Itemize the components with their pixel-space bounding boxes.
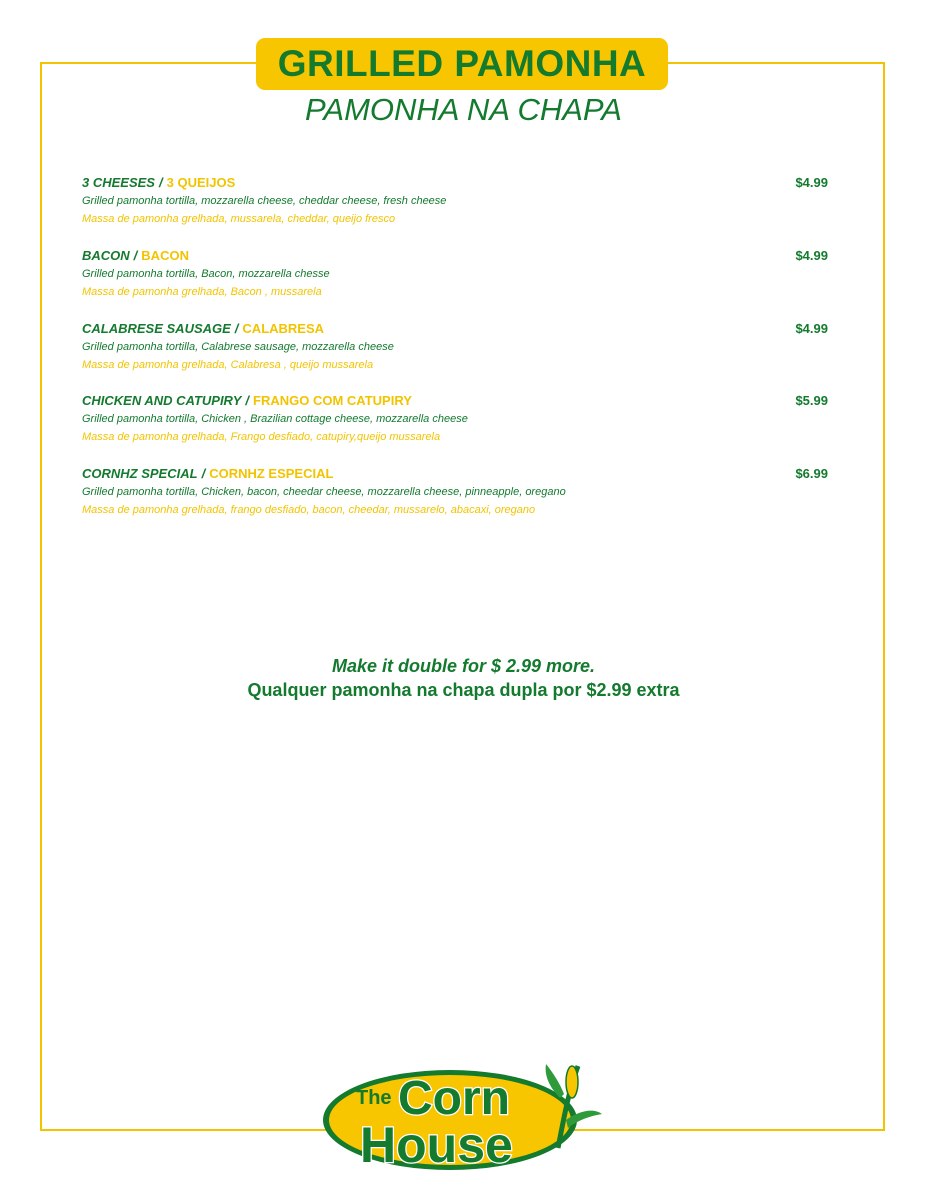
item-separator: / <box>234 321 239 336</box>
item-heading <box>82 247 832 265</box>
item-description-pt: Massa de pamonha grelhada, Frango desfiado, catupiry,queijo mussarela <box>82 431 441 443</box>
item-heading <box>82 320 832 338</box>
item-heading <box>82 174 832 192</box>
menu-item <box>82 392 832 446</box>
item-name-en: CHICKEN AND CATUPIRY <box>82 393 242 408</box>
item-separator: / <box>201 466 206 481</box>
item-price: $4.99 <box>795 321 828 336</box>
menu-item <box>82 247 832 301</box>
menu-item <box>82 465 832 519</box>
item-price: $6.99 <box>795 466 828 481</box>
page-subtitle-text: PAMONHA NA CHAPA <box>295 92 632 127</box>
item-price: $4.99 <box>795 248 828 263</box>
menu-item <box>82 320 832 374</box>
double-note-pt: Qualquer pamonha na chapa dupla por $2.99 extra <box>247 680 680 700</box>
item-description-pt: Massa de pamonha grelhada, mussarela, cheddar, queijo fresco <box>82 213 396 225</box>
double-note <box>0 654 927 702</box>
item-name-pt: CORNHZ ESPECIAL <box>209 466 334 481</box>
item-description-en: Grilled pamonha tortilla, mozzarella cheese, cheddar cheese, fresh cheese <box>82 195 447 207</box>
page-subtitle <box>0 92 927 128</box>
item-name-pt: 3 QUEIJOS <box>166 175 236 190</box>
menu-item <box>82 174 832 228</box>
item-separator: / <box>133 248 138 263</box>
logo-text-house: House <box>360 1117 513 1173</box>
item-name-pt: CALABRESA <box>242 321 325 336</box>
logo-text-the: The <box>356 1087 392 1109</box>
title-banner <box>256 38 668 90</box>
item-heading <box>82 392 832 410</box>
item-name-en: CORNHZ SPECIAL <box>82 466 198 481</box>
item-separator: / <box>158 175 163 190</box>
logo-text-corn: Corn <box>398 1072 510 1125</box>
item-description-en: Grilled pamonha tortilla, Chicken, bacon, cheedar cheese, mozzarella cheese, pinneapple, oregano <box>82 486 566 498</box>
item-description-pt: Massa de pamonha grelhada, Calabresa , queijo mussarela <box>82 359 374 371</box>
item-price: $4.99 <box>795 175 828 190</box>
item-heading <box>82 465 832 483</box>
item-name-en: BACON <box>82 248 130 263</box>
double-note-en: Make it double for $ 2.99 more. <box>331 656 596 676</box>
page-title: GRILLED PAMONHA <box>277 43 647 84</box>
item-description-en: Grilled pamonha tortilla, Chicken , Brazilian cottage cheese, mozzarella cheese <box>82 413 468 425</box>
corn-house-logo <box>320 1058 610 1178</box>
item-description-pt: Massa de pamonha grelhada, frango desfiado, bacon, cheedar, mussarelo, abacaxi, oregano <box>82 504 536 516</box>
item-description-en: Grilled pamonha tortilla, Bacon, mozzarella chesse <box>82 268 330 280</box>
item-price: $5.99 <box>795 393 828 408</box>
item-separator: / <box>245 393 250 408</box>
item-description-en: Grilled pamonha tortilla, Calabrese sausage, mozzarella cheese <box>82 341 394 353</box>
item-description-pt: Massa de pamonha grelhada, Bacon , mussarela <box>82 286 322 298</box>
item-name-pt: BACON <box>141 248 189 263</box>
item-name-en: CALABRESE SAUSAGE <box>82 321 231 336</box>
item-name-en: 3 CHEESES <box>82 175 155 190</box>
item-name-pt: FRANGO COM CATUPIRY <box>253 393 412 408</box>
